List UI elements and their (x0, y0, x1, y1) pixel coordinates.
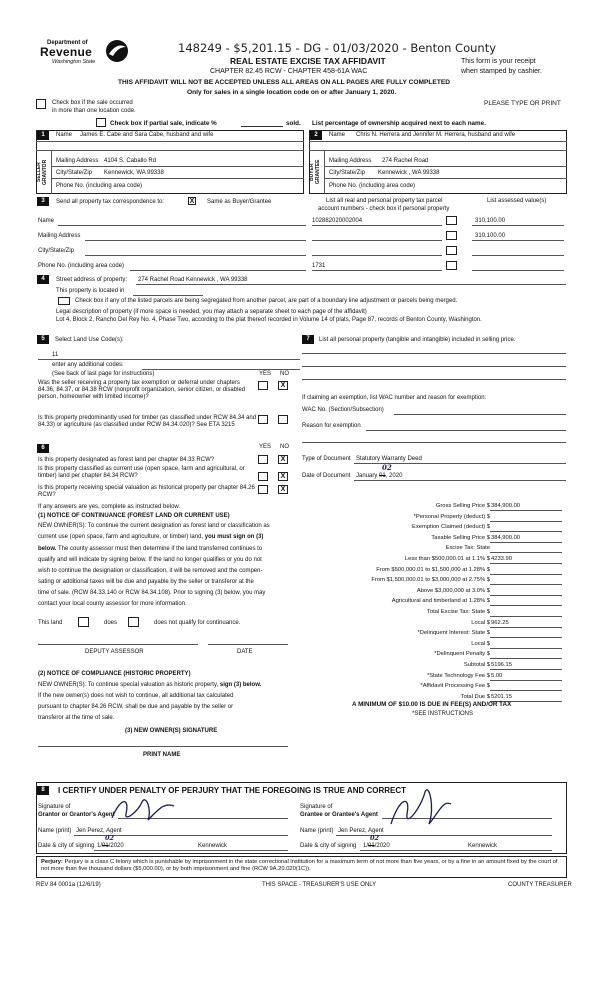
historic-yes-checkbox[interactable] (258, 485, 268, 494)
notice-compliance-line-1: NEW OWNER(S): To continue special valuation as historic property, sign (3) below. (38, 682, 262, 688)
fee-label: *Affidavit Processing Fee $ (420, 683, 490, 690)
exemption-reason-field[interactable] (366, 430, 566, 431)
fee-value[interactable]: 4233.90 (491, 556, 512, 562)
notice-compliance-title: (2) NOTICE OF COMPLIANCE (HISTORIC PROPERTY) (38, 671, 191, 677)
current-use-no-checkbox[interactable]: X (278, 472, 288, 481)
fee-label: Local $ (471, 619, 490, 626)
seller-name-value[interactable]: James E. Cabe and Sara Cabe, husband and wife (80, 132, 214, 138)
historic-question: Is this property receiving special valuation as historical property per chapter 84.26 RCW? (38, 485, 255, 498)
document-date-correction: 02 (382, 463, 392, 472)
buyer-mailing-label: Mailing Address (329, 158, 372, 164)
fee-label: Less than $500,000.01 at 1.1% $ (404, 556, 490, 562)
fee-label: *Personal Property (deduct) $ (413, 513, 490, 520)
fee-label: Excise Tax: State (445, 545, 490, 552)
segregated-parcel-label: Check box if any of the listed parcels are being segregated from another parcel, are part of a boundary line adjustment or parcels being merged. (75, 298, 458, 304)
buyer-city-value[interactable]: Kennewick , WA 99338 (378, 170, 440, 176)
section-5-yes-header: YES (259, 371, 272, 377)
wac-label: WAC No. (Section/Subsection) (302, 407, 384, 413)
seller-city-label: City/State/Zip (56, 170, 93, 176)
perjury-notice: Perjury: Perjury is a class C felony which is punishable by imprisonment in the state correctional institution for a maximum term of not more than five years, or by a fine in an amount fixed by the court of not more than five thousand dollars ($5,000.00), or by both imprisonment and fine (RCW 9A.20.020(1C)). (36, 856, 567, 878)
document-date-value[interactable]: January 01, 2020 (356, 473, 403, 479)
fee-value-line (490, 584, 562, 585)
dor-logo-text-2: Revenue (40, 45, 93, 59)
current-use-yes-checkbox[interactable] (258, 472, 268, 481)
fee-value-line (490, 563, 562, 564)
street-address-label: Street address of property: (56, 277, 128, 283)
fee-value-line (490, 521, 562, 522)
multiple-location-label-2: in more than one location code. (52, 108, 136, 114)
correspondence-mailing-label: Mailing Address (38, 233, 81, 239)
personal-property-label: List all personal property (tangible and intangible) included in selling price. (319, 337, 516, 343)
section-3-number: 3 (37, 197, 49, 206)
partial-sale-percent-field[interactable] (241, 126, 283, 127)
fee-value[interactable]: 5.00 (491, 672, 503, 679)
fee-value-line (490, 658, 562, 659)
timber-yes-checkbox[interactable] (258, 415, 268, 424)
minimum-fee-note: A MINIMUM OF $10.00 IS DUE IN FEE(S) AND/OR TAX (352, 701, 512, 708)
section-6-number: 6 (37, 444, 49, 453)
seller-city-value[interactable]: Kennewick, WA 99338 (104, 170, 164, 176)
dor-logo-text-1: Department of (47, 40, 88, 46)
exemption-claim-label: If claiming an exemption, list WAC number and reason for exemption: (302, 395, 487, 401)
buyer-name-label: Name (329, 132, 346, 138)
fee-value-line (490, 648, 562, 649)
print-name-label: PRINT NAME (143, 752, 181, 758)
fee-label: Exemption Claimed (deduct) $ (412, 524, 490, 531)
assessor-date-label: DATE (237, 649, 253, 655)
partial-sale-checkbox[interactable] (96, 118, 106, 127)
grantee-sign-city[interactable]: Kennewick (468, 843, 498, 849)
fee-value-line (490, 595, 562, 596)
grantor-date-city-label: Date & city of signing (38, 843, 95, 849)
does-label: does (104, 620, 118, 626)
forest-no-checkbox[interactable]: X (278, 455, 288, 464)
certify-statement: I CERTIFY UNDER PENALTY OF PERJURY THAT THE FOREGOING IS TRUE AND CORRECT (58, 786, 407, 795)
fee-value[interactable]: 384,900.00 (491, 503, 521, 509)
seller-phone-label: Phone No. (including area code) (56, 183, 143, 189)
timber-question: Is this property predominantly used for timber (as classified under RCW 84.34 and 84.33) or agriculture (as classified under RCW 84.34.020)? See ETA 3215 (38, 415, 257, 428)
exemption-question: Was the seller receiving a property tax exemption or deferral under chapters 84.36, 84.37, or 84.38 RCW (nonprofit organization, senior citizen, or disabled person, homeowner with limited income)? (38, 380, 246, 400)
parcel-4-personal-checkbox[interactable] (446, 261, 457, 270)
grantee-signature-label-2: Grantee or Grantee's Agent (300, 812, 378, 818)
fee-value-line (490, 605, 562, 606)
grantor-sign-city[interactable]: Kennewick (198, 843, 228, 849)
fee-value-line (490, 531, 562, 532)
grantor-print-value[interactable]: Jen Perez, Agent (76, 828, 122, 834)
parcel-list-label-2: account numbers - check box if personal property (318, 206, 450, 212)
seller-name-label: Name (56, 132, 73, 138)
historic-no-checkbox[interactable]: X (278, 485, 288, 494)
fee-label: Total Due $ (460, 693, 490, 700)
buyer-city-label: City/State/Zip (329, 170, 366, 176)
timber-no-checkbox[interactable] (278, 415, 288, 424)
parcel-number-1[interactable]: 102882020002004 (312, 218, 363, 224)
forest-land-question: Is this property designated as forest land per chapter 84.33 RCW? (38, 457, 215, 463)
ownership-percentage-note: List percentage of ownership acquired next to each name. (312, 120, 486, 127)
document-date-label: Date of Document (302, 473, 351, 479)
partial-sale-label: Check box if partial sale, indicate % (110, 120, 217, 127)
section-6-no-header: NO (280, 444, 289, 450)
fee-value[interactable]: 5201.15 (491, 693, 512, 700)
parcel-2-personal-checkbox[interactable] (446, 231, 457, 240)
same-as-buyer-checkbox[interactable]: X (189, 198, 195, 205)
fee-label: Local $ (471, 640, 490, 647)
section-5-no-header: NO (280, 371, 289, 377)
fee-value-line (490, 542, 562, 543)
section-5-number: 5 (37, 335, 49, 344)
fee-value-line (490, 627, 562, 628)
grantee-print-value[interactable]: Jen Perez, Agent (338, 828, 384, 834)
notice-continuance-line-1: NEW OWNER(S): To continue the current designation as forest land or classification as (38, 523, 270, 529)
multiple-location-label-1: Check box if the sale occurred (52, 100, 133, 106)
land-use-value[interactable]: 11 (52, 352, 59, 358)
section-4-number: 4 (37, 275, 49, 284)
seller-side-label: SELLER GRANTOR (36, 159, 48, 185)
same-as-buyer-label: Same as Buyer/Grantee (207, 199, 272, 205)
tax-correspondence-label: Send all property tax correspondence to: (56, 199, 165, 205)
segregated-parcel-checkbox[interactable] (58, 297, 70, 305)
grantor-signature-label-2: Grantor or Grantor's Agent (38, 812, 115, 818)
assessed-values-label: List assessed value(s) (487, 198, 547, 204)
grantee-sign-date[interactable]: 1/01/2020 (363, 843, 390, 849)
deputy-assessor-label: DEPUTY ASSESSOR (85, 649, 144, 655)
grantor-signature-scribble (108, 792, 178, 826)
land-does-not-checkbox[interactable] (128, 617, 139, 627)
fee-value-line (490, 690, 562, 691)
multiple-location-checkbox[interactable] (36, 99, 46, 109)
parcel-1-personal-checkbox[interactable] (446, 216, 457, 225)
fee-value[interactable]: 962.25 (491, 619, 509, 626)
grantor-date-correction: 02 (105, 834, 115, 842)
grantor-signature-label-1: Signature of (38, 804, 71, 810)
correspondence-city-label: City/State/Zip (38, 248, 75, 254)
parcel-number-4[interactable]: 1731 (312, 263, 326, 269)
new-owner-signature-label: (3) NEW OWNER(S) SIGNATURE (125, 728, 218, 734)
wac-field[interactable] (394, 414, 566, 415)
fee-label: Taxable Selling Price $ (431, 534, 490, 541)
section-8-number: 8 (37, 786, 49, 795)
exemption-reason-label: Reason for exemption (302, 423, 361, 429)
fee-label: From $500,000.01 to $1,500,000 at 1.28% $ (376, 566, 490, 573)
assessed-value-2[interactable]: 310,100.00 (475, 233, 506, 239)
fee-label: Gross Selling Price $ (435, 503, 490, 509)
this-land-label: This land (38, 620, 63, 626)
notice-compliance-line-3: pursuant to chapter 84.26 RCW, shall be due and payable by the seller or (38, 704, 234, 710)
fee-value-line (490, 552, 562, 553)
single-location-note: Only for sales in a single location code on or after January 1, 2020. (187, 89, 397, 96)
notice-continuance-title: (1) NOTICE OF CONTINUANCE (FOREST LAND OR CURRENT USE) (38, 513, 230, 519)
seller-mailing-value[interactable]: 4104 S. Caballo Rd (104, 158, 157, 164)
fee-label: Above $3,000,000 at 3.0% $ (416, 587, 490, 594)
grantee-signature-label-1: Signature of (300, 804, 333, 810)
notice-continuance-line-5: wish to continue the designation or classification, it will be removed and the compen- (38, 568, 263, 574)
grantor-sign-date[interactable]: 1/01/2020 (97, 843, 124, 849)
land-use-label: Select Land Use Code(s): (55, 337, 124, 343)
section-1-number: 1 (37, 131, 49, 140)
notice-compliance-line-2: If the new owner(s) does not wish to continue, all additional tax calculated (38, 693, 234, 699)
fee-value-line (490, 510, 562, 511)
receipt-note-2: when stamped by cashier. (461, 68, 542, 75)
fee-label: *Delinquent Interest: State $ (417, 630, 490, 637)
current-use-question: Is this property classified as current use (open space, farm and agricultural, or timber) land per chapter 84.34 RCW? (38, 466, 245, 479)
notice-continuance-line-6: sating or additional taxes will be due and payable by the seller or transferor at the (38, 579, 254, 585)
fee-value-line (490, 637, 562, 638)
grantee-print-label: Name (print) (300, 828, 334, 834)
notice-compliance-line-4: transferor at the time of sale. (38, 715, 115, 721)
receipt-note-1: This form is your receipt (461, 58, 536, 65)
assessed-value-1[interactable]: 310,100.00 (475, 218, 506, 224)
handwritten-record-id: 148249 - $5,201.15 - DG - 01/03/2020 - Benton County (178, 41, 497, 55)
grantor-print-label: Name (print) (38, 828, 72, 834)
grantee-signature-scribble (385, 784, 455, 834)
dor-logo (38, 38, 133, 68)
correspondence-phone-label: Phone No. (including area code) (38, 263, 125, 269)
see-instructions-note: *SEE INSTRUCTIONS (412, 711, 474, 717)
forest-yes-checkbox[interactable] (258, 455, 268, 464)
fee-value-line (490, 574, 562, 575)
fee-label: Total Excise Tax: State $ (426, 609, 490, 615)
legal-description-value[interactable]: Lot 4, Block 2, Rancho Del Rey No. 4, Phase Two, according to the plat thereof recorded in Volume 14 of plats, Page 87, records of Benton County, Washington. (56, 317, 482, 323)
fee-label: Subtotal $ (463, 662, 490, 668)
exemption-yes-checkbox[interactable] (258, 381, 268, 390)
document-type-label: Type of Document (302, 456, 351, 462)
fee-value-line (490, 680, 562, 681)
grantee-date-city-label: Date & city of signing (300, 843, 357, 849)
document-type-value[interactable]: Statutory Warranty Deed (356, 456, 422, 462)
additional-codes-label: enter any additional codes: (52, 362, 124, 368)
section-2-number: 2 (310, 131, 322, 140)
correspondence-name-label: Name (38, 218, 55, 224)
grantee-date-correction: 02 (370, 834, 380, 842)
dor-logo-text-3: Washington State (52, 59, 96, 65)
notice-continuance-line-7: time of sale. (RCW 84.33.140 or RCW 84.34.108). Prior to signing (3) below, you may (38, 590, 266, 596)
form-number: REV 84 0001a (12/6/19) (36, 882, 101, 888)
fee-value-line (490, 669, 562, 670)
form-title: REAL ESTATE EXCISE TAX AFFIDAVIT (230, 56, 386, 66)
does-not-qualify-label: does not qualify for continuance. (154, 620, 241, 626)
section-6-yes-header: YES (259, 444, 272, 450)
if-yes-note: If any answers are yes, complete as instructed below. (38, 504, 181, 510)
street-address-value[interactable]: 274 Rachel Road Kennewick , WA 99338 (138, 277, 248, 283)
county-treasurer-label: COUNTY TREASURER (508, 882, 572, 888)
buyer-side-label: BUYER GRANTEE (309, 159, 321, 185)
partial-sale-sold: sold. (286, 120, 301, 127)
fee-value[interactable]: 384,900.00 (491, 534, 521, 541)
parcel-list-label-1: List all real and personal property tax parcel (326, 198, 443, 204)
fee-value[interactable]: 5196.15 (491, 662, 512, 668)
seller-mailing-label: Mailing Address (56, 158, 99, 164)
fee-value-line (490, 616, 562, 617)
fee-label: Agricultural and timberland at 1.28% $ (391, 598, 490, 605)
dor-swoosh-icon (104, 38, 130, 64)
fee-label: From $1,500,000.01 to $3,000,000 at 2.75% $ (371, 577, 490, 584)
notice-continuance-line-2: current use (open space, farm and agriculture, or timber) land, you must sign on (3) (38, 534, 264, 540)
notice-continuance-line-3: below. The county assessor must then determine if the land transferred continues to (38, 546, 263, 552)
acceptance-warning: THIS AFFIDAVIT WILL NOT BE ACCEPTED UNLESS ALL AREAS ON ALL PAGES ARE FULLY COMPLETED (118, 79, 451, 86)
section-7-number: 7 (302, 335, 314, 344)
treasurer-use-note: THIS SPACE - TREASURER'S USE ONLY (262, 882, 377, 888)
exemption-no-checkbox[interactable]: X (278, 381, 288, 390)
form-chapter: CHAPTER 82.45 RCW - CHAPTER 458-61A WAC (210, 68, 368, 75)
buyer-name-value[interactable]: Chris N. Herrera and Jennifer M. Herrera, husband and wife (356, 132, 516, 138)
buyer-mailing-value[interactable]: 274 Rachel Road (382, 158, 429, 164)
legal-description-label: Legal description of property (if more space is needed, you may attach a separate sheet to each page of the affidavit) (56, 309, 367, 315)
see-back-note: (See back of last page for instructions) (52, 371, 155, 377)
notice-continuance-line-8: contact your local county assessor for more information. (38, 601, 187, 607)
new-owner-signature-line[interactable] (38, 746, 288, 747)
please-type-note: PLEASE TYPE OR PRINT (484, 100, 561, 107)
buyer-phone-label: Phone No. (including area code) (329, 183, 416, 189)
fee-label: *State Technology Fee $ (426, 672, 490, 679)
parcel-3-personal-checkbox[interactable] (446, 246, 457, 255)
land-does-checkbox[interactable] (78, 617, 89, 627)
fee-label: *Delinquent Penalty $ (434, 651, 490, 658)
notice-continuance-line-4: qualify and will indicate by signing below. If the land no longer qualifies or you do not (38, 557, 262, 563)
property-location-label: This property is located in (56, 288, 125, 294)
